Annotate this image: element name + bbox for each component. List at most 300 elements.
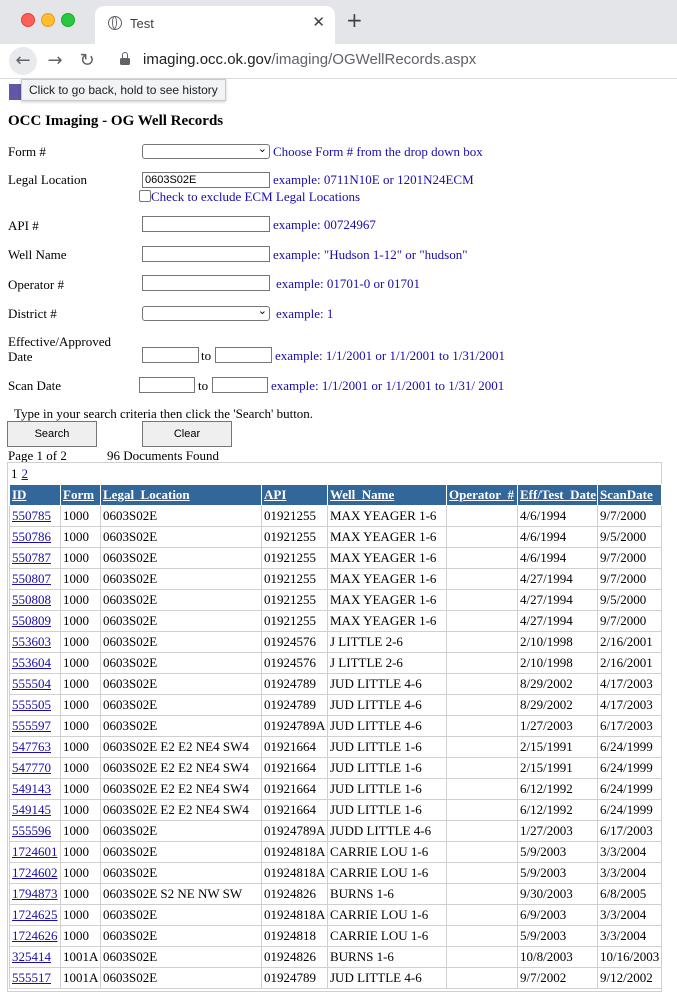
record-id-link[interactable]: 555597 (12, 718, 51, 733)
column-header-legal-location[interactable]: Legal_Location (101, 485, 262, 506)
cell-well-name: JUD LITTLE 4-6 (328, 674, 447, 695)
table-row (10, 800, 662, 821)
minimize-window-button[interactable] (41, 13, 55, 27)
cell-well-name: CARRIE LOU 1-6 (328, 842, 447, 863)
cell-form: 1000 (61, 800, 101, 821)
well-name-label: Well Name (8, 247, 67, 262)
cell-scan-date: 6/17/2003 (598, 716, 662, 737)
record-id-link[interactable]: 550808 (12, 592, 51, 607)
cell-scan-date: 9/5/2000 (598, 590, 662, 611)
cell-id (10, 842, 61, 863)
cell-form: 1000 (61, 737, 101, 758)
record-id-link[interactable]: 550786 (12, 529, 51, 544)
browser-titlebar (0, 0, 677, 44)
cell-form: 1000 (61, 884, 101, 905)
url-host: imaging.occ.ok.gov (143, 51, 272, 68)
cell-id (10, 863, 61, 884)
cell-legal-location: 0603S02E (101, 926, 262, 947)
district-label: District # (8, 306, 57, 321)
cell-scan-date: 10/16/2003 (598, 947, 662, 968)
column-header-api[interactable]: API (262, 485, 328, 506)
cell-eff-test-date: 9/30/2003 (518, 884, 598, 905)
table-row (10, 548, 662, 569)
cell-scan-date: 3/3/2004 (598, 905, 662, 926)
cell-operator (447, 821, 518, 842)
cell-scan-date: 4/17/2003 (598, 695, 662, 716)
table-row (10, 716, 662, 737)
cell-scan-date: 6/8/2005 (598, 884, 662, 905)
cell-id (10, 611, 61, 632)
record-id-link[interactable]: 550807 (12, 571, 51, 586)
effective-date-to-label: to (201, 348, 212, 363)
record-id-link[interactable]: 1724626 (12, 928, 58, 943)
cell-well-name: JUDD LITTLE 4-6 (328, 821, 447, 842)
cell-form: 1000 (61, 716, 101, 737)
cell-id (10, 548, 61, 569)
cell-well-name: CARRIE LOU 1-6 (328, 926, 447, 947)
cell-operator (447, 758, 518, 779)
cell-legal-location: 0603S02E (101, 716, 262, 737)
cell-api: 01921664 (262, 758, 328, 779)
cell-operator (447, 947, 518, 968)
cell-api: 01924826 (262, 947, 328, 968)
cell-id (10, 716, 61, 737)
record-id-link[interactable]: 555517 (12, 970, 51, 985)
table-row (10, 506, 662, 527)
cell-scan-date: 9/12/2002 (598, 968, 662, 989)
form-num-select[interactable] (142, 144, 270, 159)
record-id-link[interactable]: 553603 (12, 634, 51, 649)
cell-form: 1000 (61, 674, 101, 695)
cell-form: 1000 (61, 779, 101, 800)
legal-location-label: Legal Location (8, 172, 88, 187)
record-id-link[interactable]: 550787 (12, 550, 51, 565)
district-select[interactable] (142, 306, 270, 321)
cell-eff-test-date: 2/10/1998 (518, 653, 598, 674)
table-row (10, 863, 662, 884)
cell-legal-location: 0603S02E S2 NE NW SW (101, 884, 262, 905)
cell-form: 1000 (61, 506, 101, 527)
cell-scan-date: 9/7/2000 (598, 569, 662, 590)
cell-form: 1000 (61, 863, 101, 884)
cell-api: 01921664 (262, 779, 328, 800)
new-tab-plus-icon[interactable]: + (346, 8, 363, 32)
address-bar[interactable] (143, 51, 476, 68)
cell-api: 01924789A (262, 821, 328, 842)
chevron-down-icon: ⌄ (257, 304, 267, 317)
table-row (10, 779, 662, 800)
cell-form: 1000 (61, 548, 101, 569)
table-row (10, 695, 662, 716)
cell-legal-location: 0603S02E (101, 569, 262, 590)
cell-api: 01924789A (262, 716, 328, 737)
cell-operator (447, 779, 518, 800)
cell-eff-test-date: 2/15/1991 (518, 737, 598, 758)
effective-date-to-input[interactable] (215, 347, 272, 363)
cell-eff-test-date: 2/15/1991 (518, 758, 598, 779)
cell-legal-location: 0603S02E E2 E2 NE4 SW4 (101, 737, 262, 758)
cell-scan-date: 2/16/2001 (598, 632, 662, 653)
cell-api: 01924818A (262, 842, 328, 863)
cell-id (10, 527, 61, 548)
cell-api: 01924818A (262, 863, 328, 884)
cell-legal-location: 0603S02E (101, 653, 262, 674)
reload-icon[interactable]: ↻ (79, 50, 95, 71)
legal-location-hint: example: 0711N10E or 1201N24ECM (273, 172, 474, 187)
cell-id (10, 590, 61, 611)
cell-form: 1001A (61, 968, 101, 989)
page-2-link[interactable]: 2 (21, 466, 28, 481)
cell-operator (447, 800, 518, 821)
table-row (10, 527, 662, 548)
cell-eff-test-date: 4/27/1994 (518, 611, 598, 632)
cell-eff-test-date: 8/29/2002 (518, 674, 598, 695)
cell-legal-location: 0603S02E (101, 947, 262, 968)
cell-operator (447, 863, 518, 884)
cell-operator (447, 842, 518, 863)
cell-legal-location: 0603S02E E2 E2 NE4 SW4 (101, 779, 262, 800)
cell-id (10, 506, 61, 527)
close-window-button[interactable] (21, 13, 35, 27)
pagination (11, 466, 32, 482)
cell-scan-date: 9/7/2000 (598, 506, 662, 527)
cell-id (10, 905, 61, 926)
record-id-link[interactable]: 1724625 (12, 907, 58, 922)
cell-operator (447, 674, 518, 695)
cell-form: 1001A (61, 947, 101, 968)
cell-scan-date: 9/5/2000 (598, 527, 662, 548)
cell-well-name: MAX YEAGER 1-6 (328, 569, 447, 590)
browser-toolbar (0, 44, 677, 79)
globe-icon (108, 16, 122, 30)
scan-date-label: Scan Date (8, 378, 62, 393)
exclude-ecm-checkbox[interactable] (139, 190, 151, 202)
exclude-ecm-label[interactable]: Check to exclude ECM Legal Locations (151, 189, 361, 204)
cell-operator (447, 926, 518, 947)
cell-eff-test-date: 5/9/2003 (518, 926, 598, 947)
table-row (10, 737, 662, 758)
cell-id (10, 884, 61, 905)
cell-form: 1000 (61, 842, 101, 863)
record-id-link[interactable]: 550785 (12, 508, 51, 523)
forward-arrow-icon[interactable]: → (47, 50, 63, 71)
table-row (10, 947, 662, 968)
cell-legal-location: 0603S02E (101, 968, 262, 989)
cell-form: 1000 (61, 926, 101, 947)
clear-button[interactable]: Clear (142, 421, 232, 447)
cell-api: 01924818A (262, 905, 328, 926)
cell-operator (447, 905, 518, 926)
effective-date-hint: example: 1/1/2001 or 1/1/2001 to 1/31/2001 (275, 348, 506, 363)
cell-eff-test-date: 1/27/2003 (518, 821, 598, 842)
cell-form: 1000 (61, 527, 101, 548)
cell-operator (447, 716, 518, 737)
scan-date-from-input[interactable] (139, 377, 195, 393)
cell-scan-date: 6/24/1999 (598, 758, 662, 779)
well-name-input[interactable] (142, 246, 270, 262)
record-id-link[interactable]: 1794873 (12, 886, 58, 901)
search-button[interactable]: Search (7, 421, 97, 447)
cell-operator (447, 632, 518, 653)
cell-operator (447, 548, 518, 569)
column-header-well-name[interactable]: Well_Name (328, 485, 447, 506)
table-row (10, 653, 662, 674)
column-header-id[interactable]: ID (10, 485, 61, 506)
effective-date-label-line2: Date (8, 349, 33, 364)
cell-form: 1000 (61, 653, 101, 674)
cell-scan-date: 3/3/2004 (598, 863, 662, 884)
tab-title: Test (130, 16, 154, 31)
cell-id (10, 821, 61, 842)
cell-id (10, 695, 61, 716)
table-row (10, 968, 662, 989)
table-row (10, 632, 662, 653)
record-id-link[interactable]: 555596 (12, 823, 51, 838)
column-header-eff-test-date[interactable]: Eff/Test_Date (518, 485, 598, 506)
api-input[interactable] (142, 216, 270, 232)
cell-scan-date: 6/17/2003 (598, 821, 662, 842)
effective-date-label-line1: Effective/Approved (8, 334, 111, 349)
cell-api: 01921255 (262, 569, 328, 590)
api-label: API # (8, 218, 39, 233)
cell-eff-test-date: 1/27/2003 (518, 716, 598, 737)
cell-scan-date: 6/24/1999 (598, 737, 662, 758)
table-row (10, 905, 662, 926)
search-instructions: Type in your search criteria then click the 'Search' button. (14, 406, 314, 421)
cell-operator (447, 506, 518, 527)
cell-well-name: JUD LITTLE 1-6 (328, 758, 447, 779)
cell-eff-test-date: 6/12/1992 (518, 779, 598, 800)
table-body (10, 506, 662, 989)
cell-eff-test-date: 4/6/1994 (518, 506, 598, 527)
page-1-current: 1 (11, 466, 18, 481)
record-id-link[interactable]: 549145 (12, 802, 51, 817)
cell-form: 1000 (61, 905, 101, 926)
record-id-link[interactable]: 555504 (12, 676, 51, 691)
cell-api: 01924789 (262, 674, 328, 695)
chevron-down-icon: ⌄ (257, 142, 267, 155)
cell-api: 01921664 (262, 800, 328, 821)
scan-date-hint: example: 1/1/2001 or 1/1/2001 to 1/31/ 2001 (271, 378, 505, 393)
cell-legal-location: 0603S02E (101, 590, 262, 611)
table-row (10, 758, 662, 779)
cell-id (10, 947, 61, 968)
cell-well-name: JUD LITTLE 4-6 (328, 716, 447, 737)
scan-date-to-label: to (198, 378, 209, 393)
cell-legal-location: 0603S02E (101, 632, 262, 653)
cell-id (10, 968, 61, 989)
cell-operator (447, 611, 518, 632)
cell-scan-date: 9/7/2000 (598, 611, 662, 632)
cell-id (10, 779, 61, 800)
cell-well-name: J LITTLE 2-6 (328, 632, 447, 653)
cell-api: 01921255 (262, 548, 328, 569)
cell-api: 01924789 (262, 968, 328, 989)
cell-legal-location: 0603S02E (101, 821, 262, 842)
cell-api: 01924789 (262, 695, 328, 716)
operator-input[interactable] (142, 275, 270, 291)
cell-scan-date: 3/3/2004 (598, 926, 662, 947)
cell-scan-date: 4/17/2003 (598, 674, 662, 695)
record-id-link[interactable]: 555505 (12, 697, 51, 712)
cell-id (10, 737, 61, 758)
cell-eff-test-date: 10/8/2003 (518, 947, 598, 968)
record-id-link[interactable]: 547763 (12, 739, 51, 754)
cell-api: 01924818 (262, 926, 328, 947)
back-arrow-icon[interactable]: ← (9, 47, 37, 75)
close-icon[interactable]: ✕ (312, 13, 325, 31)
table-row (10, 674, 662, 695)
cell-legal-location: 0603S02E (101, 695, 262, 716)
well-name-hint: example: "Hudson 1-12" or "hudson" (273, 247, 468, 262)
cell-well-name: MAX YEAGER 1-6 (328, 590, 447, 611)
cell-scan-date: 6/24/1999 (598, 779, 662, 800)
cell-form: 1000 (61, 590, 101, 611)
table-row (10, 569, 662, 590)
column-header-scan-date[interactable]: ScanDate (598, 485, 662, 506)
column-header-form[interactable]: Form (61, 485, 101, 506)
cell-form: 1000 (61, 821, 101, 842)
effective-date-label (8, 334, 111, 364)
table-row (10, 821, 662, 842)
cell-api: 01924576 (262, 653, 328, 674)
cell-operator (447, 884, 518, 905)
cell-well-name: CARRIE LOU 1-6 (328, 863, 447, 884)
cell-eff-test-date: 5/9/2003 (518, 863, 598, 884)
cell-well-name: JUD LITTLE 1-6 (328, 800, 447, 821)
cell-eff-test-date: 6/9/2003 (518, 905, 598, 926)
operator-label: Operator # (8, 277, 64, 292)
cell-operator (447, 737, 518, 758)
cell-well-name: JUD LITTLE 1-6 (328, 737, 447, 758)
lock-icon[interactable] (120, 52, 130, 66)
cell-operator (447, 968, 518, 989)
cell-well-name: CARRIE LOU 1-6 (328, 905, 447, 926)
table-row (10, 611, 662, 632)
record-id-link[interactable]: 325414 (12, 949, 51, 964)
operator-hint: example: 01701-0 or 01701 (276, 276, 421, 291)
cell-api: 01921255 (262, 506, 328, 527)
cell-api: 01921255 (262, 527, 328, 548)
cell-scan-date: 6/24/1999 (598, 800, 662, 821)
cell-api: 01921255 (262, 590, 328, 611)
cell-scan-date: 2/16/2001 (598, 653, 662, 674)
cell-api: 01921664 (262, 737, 328, 758)
table-row (10, 842, 662, 863)
form-num-label: Form # (8, 144, 46, 159)
page-info: Page 1 of 2 (8, 448, 67, 463)
record-id-link[interactable]: 1724601 (12, 844, 58, 859)
cell-form: 1000 (61, 632, 101, 653)
cell-legal-location: 0603S02E (101, 506, 262, 527)
cell-legal-location: 0603S02E (101, 527, 262, 548)
table-row (10, 926, 662, 947)
cell-scan-date: 3/3/2004 (598, 842, 662, 863)
cell-form: 1000 (61, 611, 101, 632)
cell-well-name: BURNS 1-6 (328, 884, 447, 905)
cell-eff-test-date: 6/12/1992 (518, 800, 598, 821)
effective-date-from-input[interactable] (142, 347, 199, 363)
cell-legal-location: 0603S02E (101, 863, 262, 884)
cell-legal-location: 0603S02E (101, 611, 262, 632)
cell-well-name: MAX YEAGER 1-6 (328, 548, 447, 569)
cell-id (10, 632, 61, 653)
url-path: /imaging/OGWellRecords.aspx (271, 51, 477, 68)
cell-id (10, 653, 61, 674)
cell-operator (447, 527, 518, 548)
cell-api: 01924826 (262, 884, 328, 905)
record-id-link[interactable]: 549143 (12, 781, 51, 796)
cell-legal-location: 0603S02E E2 E2 NE4 SW4 (101, 800, 262, 821)
cell-eff-test-date: 4/27/1994 (518, 590, 598, 611)
cell-api: 01924576 (262, 632, 328, 653)
cell-legal-location: 0603S02E E2 E2 NE4 SW4 (101, 758, 262, 779)
api-hint: example: 00724967 (273, 217, 376, 232)
column-header-operator[interactable]: Operator_# (447, 485, 518, 506)
record-id-link[interactable]: 547770 (12, 760, 51, 775)
cell-id (10, 674, 61, 695)
cell-id (10, 569, 61, 590)
back-button-tooltip: Click to go back, hold to see history (21, 79, 226, 101)
record-id-link[interactable]: 550809 (12, 613, 51, 628)
cell-legal-location: 0603S02E (101, 674, 262, 695)
cell-well-name: MAX YEAGER 1-6 (328, 527, 447, 548)
record-id-link[interactable]: 1724602 (12, 865, 58, 880)
cell-id (10, 800, 61, 821)
cell-well-name: JUD LITTLE 4-6 (328, 968, 447, 989)
cell-form: 1000 (61, 758, 101, 779)
cell-legal-location: 0603S02E (101, 905, 262, 926)
table-row (10, 884, 662, 905)
cell-legal-location: 0603S02E (101, 842, 262, 863)
cell-scan-date: 9/7/2000 (598, 548, 662, 569)
browser-tab[interactable] (95, 6, 335, 44)
cell-operator (447, 695, 518, 716)
cell-operator (447, 569, 518, 590)
cell-well-name: JUD LITTLE 1-6 (328, 779, 447, 800)
cell-eff-test-date: 4/6/1994 (518, 548, 598, 569)
results-panel (7, 462, 662, 992)
well-records-table (9, 484, 662, 989)
cell-eff-test-date: 9/7/2002 (518, 968, 598, 989)
cell-eff-test-date: 4/27/1994 (518, 569, 598, 590)
scan-date-to-input[interactable] (212, 377, 268, 393)
cell-well-name: MAX YEAGER 1-6 (328, 611, 447, 632)
cell-eff-test-date: 5/9/2003 (518, 842, 598, 863)
legal-location-input[interactable]: 0603S02E (142, 172, 270, 188)
cell-form: 1000 (61, 695, 101, 716)
cell-well-name: MAX YEAGER 1-6 (328, 506, 447, 527)
cell-operator (447, 653, 518, 674)
cell-legal-location: 0603S02E (101, 548, 262, 569)
maximize-window-button[interactable] (61, 13, 75, 27)
district-hint: example: 1 (276, 306, 334, 321)
cell-well-name: BURNS 1-6 (328, 947, 447, 968)
cell-eff-test-date: 8/29/2002 (518, 695, 598, 716)
page-title: OCC Imaging - OG Well Records (8, 113, 224, 129)
table-header-row (10, 485, 662, 506)
cell-well-name: J LITTLE 2-6 (328, 653, 447, 674)
table-row (10, 590, 662, 611)
cell-eff-test-date: 4/6/1994 (518, 527, 598, 548)
record-id-link[interactable]: 553604 (12, 655, 51, 670)
documents-found: 96 Documents Found (107, 448, 219, 463)
cell-id (10, 758, 61, 779)
cell-api: 01921255 (262, 611, 328, 632)
cell-eff-test-date: 2/10/1998 (518, 632, 598, 653)
cell-form: 1000 (61, 569, 101, 590)
cell-id (10, 926, 61, 947)
